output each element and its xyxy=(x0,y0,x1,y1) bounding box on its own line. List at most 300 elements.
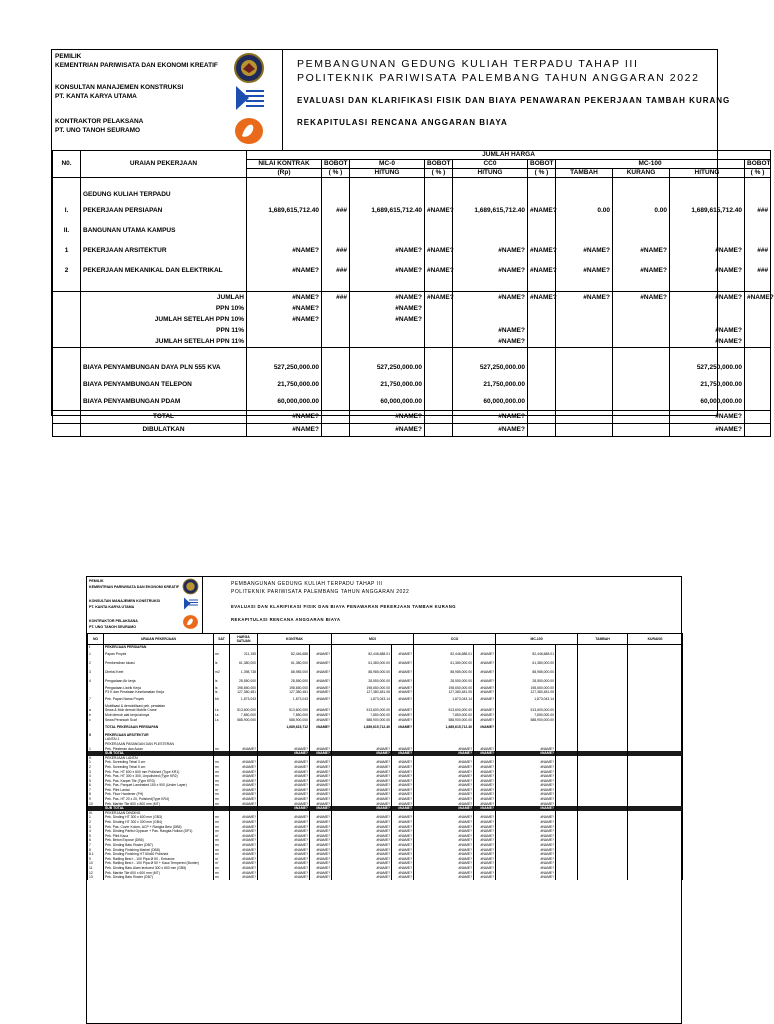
row-description: BIAYA PENYAMBUNGAN TELEPON xyxy=(81,376,247,393)
detail-mc0-value: #NAME? xyxy=(332,806,392,811)
row-description: PPN 11% xyxy=(81,325,247,336)
detail-row xyxy=(88,875,683,880)
row-value: #NAME? xyxy=(453,260,528,280)
detail-row-unit: m² xyxy=(214,820,230,825)
detail-mc0-value: #NAME? xyxy=(332,760,392,765)
detail-cco-bobot: #NAME? xyxy=(474,838,496,843)
detail-row-description: Pek. Railling Besi t - 100 Pipa Ø 50 - Entrance xyxy=(104,857,214,862)
detail-cco-bobot: #NAME? xyxy=(474,760,496,765)
detail-cco-bobot: #NAME? xyxy=(474,802,496,807)
detail-row-description: Pek. Plesteran dan Acian xyxy=(104,747,214,752)
detail-mc0-bobot: #NAME? xyxy=(392,650,414,659)
detail-row-number: III. xyxy=(88,811,104,816)
detail-mc100-value: 513,600,000.00 xyxy=(496,708,556,713)
detail-cco-bobot: #NAME? xyxy=(474,861,496,866)
detail-kontrak-value: #NAME? xyxy=(258,792,310,797)
detail-kontrak-bobot: #NAME? xyxy=(310,765,332,770)
detail-kontrak-bobot: #NAME? xyxy=(310,829,332,834)
detail-col-no: NO xyxy=(88,634,104,645)
detail-row-description: PEKERJAAN LANTAI xyxy=(104,756,214,761)
row-value xyxy=(453,189,528,200)
detail-cco-bobot: #NAME? xyxy=(474,747,496,752)
detail-kontrak-bobot: #NAME? xyxy=(310,695,332,704)
col-rp: (Rp) xyxy=(247,169,322,178)
detail-kontrak-value: 88,985,000 xyxy=(258,668,310,677)
detail-row-unit-price: #NAME? xyxy=(230,838,258,843)
detail-consultant-name: PT. KANTA KARYA UTAMA xyxy=(89,605,135,609)
detail-mc0-value: #NAME? xyxy=(332,875,392,880)
detail-row-description: Pek. Screeding Tebal 3 cm xyxy=(104,760,214,765)
row-value: 1,689,615,712.40 xyxy=(670,200,745,220)
detail-kontrak-bobot: #NAME? xyxy=(310,852,332,857)
row-value xyxy=(322,336,350,348)
detail-kontrak-value: #NAME? xyxy=(258,861,310,866)
detail-row-number: 1 xyxy=(88,650,104,659)
detail-cco-value: 7,850,000.00 xyxy=(414,713,474,718)
detail-kurang-value xyxy=(628,875,683,880)
row-value xyxy=(745,336,771,348)
detail-kontrak-value: 28,550,000 xyxy=(258,677,310,686)
detail-kontrak-value: 7,850,000 xyxy=(258,713,310,718)
detail-kontrak-bobot: #NAME? xyxy=(310,857,332,862)
detail-kontrak-bobot: #NAME? xyxy=(310,820,332,825)
detail-kontrak-bobot: #NAME? xyxy=(310,825,332,830)
detail-cco-bobot: #NAME? xyxy=(474,686,496,691)
detail-row-number: 7 xyxy=(88,788,104,793)
detail-mc100-value: #NAME? xyxy=(496,788,556,793)
detail-row-unit: m² xyxy=(214,843,230,848)
detail-mc100-value: #NAME? xyxy=(496,806,556,811)
row-value xyxy=(322,314,350,325)
row-value: ### xyxy=(745,240,771,260)
row-value: 527,250,000.00 xyxy=(350,359,425,376)
row-number xyxy=(53,325,81,336)
contractor-label: KONTRAKTOR PELAKSANA xyxy=(55,118,144,125)
detail-kontrak-bobot: #NAME? xyxy=(310,843,332,848)
detail-mc0-value: #NAME? xyxy=(332,783,392,788)
col-nilai-kontrak: NILAI KONTRAK xyxy=(247,160,322,169)
detail-parties-block xyxy=(87,577,203,633)
row-description: TOTAL xyxy=(81,410,247,423)
project-subtitle: POLITEKNIK PARIWISATA PALEMBANG TAHUN ANGGARAN 2022 xyxy=(297,72,700,84)
detail-cco-bobot: #NAME? xyxy=(474,857,496,862)
detail-kontrak-value: 61,380,000 xyxy=(258,659,310,668)
row-number xyxy=(53,303,81,314)
detail-kontrak-bobot: #NAME? xyxy=(310,770,332,775)
row-value xyxy=(322,423,350,436)
row-value xyxy=(425,303,453,314)
detail-kontrak-bobot: #NAME? xyxy=(310,686,332,691)
detail-mc0-value: 127,380,481.05 xyxy=(332,690,392,695)
detail-kontrak-value: #NAME? xyxy=(258,848,310,853)
detail-tambah-value xyxy=(578,650,628,659)
row-value xyxy=(556,336,613,348)
detail-mc0-value: #NAME? xyxy=(332,797,392,802)
detail-mc100-value: #NAME? xyxy=(496,866,556,871)
detail-col-kontrak: KONTRAK xyxy=(258,634,332,645)
detail-mc100-bobot xyxy=(556,650,578,659)
detail-kontrak-value: #NAME? xyxy=(258,783,310,788)
detail-cco-value: #NAME? xyxy=(414,788,474,793)
detail-mc0-bobot: #NAME? xyxy=(392,677,414,686)
row-description: BANGUNAN UTAMA KAMPUS xyxy=(81,220,247,240)
detail-row-description: Pek. Floor Hardener (FH) xyxy=(104,792,214,797)
detail-row-unit-price: 7,850,000 xyxy=(230,713,258,718)
row-description: BIAYA PENYAMBUNGAN DAYA PLN 555 KVA xyxy=(81,359,247,376)
detail-row-unit-price: #NAME? xyxy=(230,829,258,834)
row-value: 21,750,000.00 xyxy=(350,376,425,393)
recap-row xyxy=(53,240,771,260)
detail-kontrak-value: #NAME? xyxy=(258,825,310,830)
row-value xyxy=(745,189,771,200)
detail-mc0-bobot: #NAME? xyxy=(392,806,414,811)
recap-row xyxy=(53,220,771,240)
detail-row-number: 8 xyxy=(88,848,104,853)
row-value xyxy=(613,314,670,325)
detail-mc100-value: 88,985,000.00 xyxy=(496,668,556,677)
detail-row-unit: m' xyxy=(214,834,230,839)
detail-cco-bobot: #NAME? xyxy=(474,852,496,857)
detail-mc100-value: #NAME? xyxy=(496,765,556,770)
detail-row-unit-price: #NAME? xyxy=(230,875,258,880)
detail-mc100-value: #NAME? xyxy=(496,825,556,830)
row-value: 0.00 xyxy=(556,200,613,220)
detail-kontrak-value: #NAME? xyxy=(258,770,310,775)
detail-mc100-value: 28,550,000.00 xyxy=(496,677,556,686)
row-value xyxy=(613,325,670,336)
detail-col-tambah: TAMBAH xyxy=(578,634,628,645)
detail-mc0-bobot: #NAME? xyxy=(392,725,414,730)
detail-row-description: Pek. Pas. HT 600 x 600 mm Polished (Type KR1) xyxy=(104,770,214,775)
row-value: 21,750,000.00 xyxy=(247,376,322,393)
recap-title: REKAPITULASI RENCANA ANGGARAN BIAYA xyxy=(297,118,508,127)
row-value: #NAME? xyxy=(453,325,528,336)
row-value xyxy=(528,423,556,436)
detail-row-unit: m² xyxy=(214,875,230,880)
row-value: #NAME? xyxy=(670,410,745,423)
detail-row-number: 10 xyxy=(88,802,104,807)
row-number xyxy=(53,376,81,393)
col-bobot: BOBOT xyxy=(528,160,556,169)
row-value xyxy=(528,189,556,200)
row-value: 60,000,000.00 xyxy=(247,393,322,410)
detail-mc0-bobot: #NAME? xyxy=(392,866,414,871)
row-value xyxy=(556,393,613,410)
row-description: GEDUNG KULIAH TERPADU xyxy=(81,189,247,200)
detail-mc0-bobot: #NAME? xyxy=(392,802,414,807)
detail-row-description: P3 K dan Peralatan Keselamatan Kerja xyxy=(104,690,214,695)
detail-row-number: 1 xyxy=(88,760,104,765)
row-number xyxy=(53,393,81,410)
detail-mc100-value: 198,650,000.00 xyxy=(496,686,556,691)
detail-row-description: Pek. Beton Expose (DB6) xyxy=(104,838,214,843)
detail-row-description: Pek. Dinding Partisi Gypsum + Pas. Rangka Hollow (DP1) xyxy=(104,829,214,834)
row-value: #NAME? xyxy=(425,240,453,260)
detail-row-number: a xyxy=(88,708,104,713)
row-value xyxy=(322,220,350,240)
detail-tambah-value xyxy=(578,875,628,880)
detail-row-description: PEKERJAAN PERSIAPAN xyxy=(104,645,214,650)
detail-mc0-value: 1,689,615,712.40 xyxy=(332,725,392,730)
row-value: #NAME? xyxy=(528,240,556,260)
detail-mc0-bobot: #NAME? xyxy=(392,825,414,830)
row-value: #NAME? xyxy=(350,423,425,436)
detail-cco-bobot: #NAME? xyxy=(474,871,496,876)
detail-mc0-value: #NAME? xyxy=(332,765,392,770)
row-value: #NAME? xyxy=(670,336,745,348)
row-value: ### xyxy=(322,292,350,304)
detail-mc0-bobot: #NAME? xyxy=(392,792,414,797)
detail-row-unit: ls xyxy=(214,677,230,686)
detail-row-description: Pek. Marble Tile 600 x 600 mm (MT) xyxy=(104,871,214,876)
detail-mc0-value: #NAME? xyxy=(332,829,392,834)
detail-kontrak-value: #NAME? xyxy=(258,797,310,802)
detail-kontrak-bobot: #NAME? xyxy=(310,760,332,765)
recap-row xyxy=(53,423,771,436)
col-cco: CC0 xyxy=(453,160,528,169)
detail-row-number: 4 xyxy=(88,677,104,686)
detail-mc0-bobot: #NAME? xyxy=(392,843,414,848)
detail-cco-value: #NAME? xyxy=(414,802,474,807)
row-number: 2 xyxy=(53,260,81,280)
detail-mc0-bobot: #NAME? xyxy=(392,668,414,677)
detail-cco-value: 1,689,615,712.40 xyxy=(414,725,474,730)
row-value xyxy=(453,314,528,325)
detail-kontrak-bobot: #NAME? xyxy=(310,747,332,752)
row-value: #NAME? xyxy=(556,260,613,280)
row-value xyxy=(613,393,670,410)
detail-mc0-value: 7,850,000.00 xyxy=(332,713,392,718)
row-value xyxy=(745,393,771,410)
detail-mc0-value: #NAME? xyxy=(332,861,392,866)
detail-mc100-bobot xyxy=(556,668,578,677)
detail-kontrak-value: #NAME? xyxy=(258,834,310,839)
detail-row-unit-price: #NAME? xyxy=(230,825,258,830)
detail-row-description: TOTAL PEKERJAAN PERSIAPAN xyxy=(104,725,214,730)
col-tambah: TAMBAH xyxy=(556,169,613,178)
row-value xyxy=(247,220,322,240)
detail-col-cco: CCO xyxy=(414,634,496,645)
detail-kontrak-bobot: #NAME? xyxy=(310,725,332,730)
row-number xyxy=(53,423,81,436)
detail-kontrak-value: #NAME? xyxy=(258,815,310,820)
row-value: #NAME? xyxy=(453,336,528,348)
detail-cco-value: #NAME? xyxy=(414,815,474,820)
detail-tambah-value xyxy=(578,677,628,686)
detail-col-kurang: KURANG xyxy=(628,634,683,645)
detail-row-description: Pembersihan lokasi xyxy=(104,659,214,668)
row-value: #NAME? xyxy=(247,240,322,260)
detail-cco-value: #NAME? xyxy=(414,861,474,866)
detail-kontrak-bobot: #NAME? xyxy=(310,834,332,839)
detail-mc0-bobot: #NAME? xyxy=(392,838,414,843)
detail-cco-bobot: #NAME? xyxy=(474,806,496,811)
detail-row-unit: m² xyxy=(214,779,230,784)
consultant-name: PT. KANTA KARYA UTAMA xyxy=(55,93,137,100)
row-value xyxy=(613,336,670,348)
detail-kontrak-value: 82,446,688 xyxy=(258,650,310,659)
detail-title-block xyxy=(202,577,682,633)
detail-row-number: 9 xyxy=(88,857,104,862)
detail-cco-value: 88,985,000.00 xyxy=(414,668,474,677)
row-value: 21,750,000.00 xyxy=(670,376,745,393)
row-value xyxy=(670,189,745,200)
title-block xyxy=(282,50,731,150)
row-value: ### xyxy=(745,260,771,280)
detail-row-unit: Ls xyxy=(214,708,230,713)
detail-mc100-value: #NAME? xyxy=(496,834,556,839)
recap-row xyxy=(53,359,771,376)
detail-kontrak-bobot: #NAME? xyxy=(310,866,332,871)
detail-row-unit: m² xyxy=(214,783,230,788)
detail-row-description: Pek. Railling Besi t - 100 Pipa Ø 50 + Kaca Tempered (Border) xyxy=(104,861,214,866)
detail-row-unit: m² xyxy=(214,825,230,830)
row-value xyxy=(556,376,613,393)
detail-cco-bobot: #NAME? xyxy=(474,677,496,686)
detail-table xyxy=(87,633,683,880)
row-description: PEKERJAAN PERSIAPAN xyxy=(81,200,247,220)
detail-cco-bobot: #NAME? xyxy=(474,843,496,848)
detail-row-unit-price: #NAME? xyxy=(230,861,258,866)
detail-mc0-value: 1,873,043.14 xyxy=(332,695,392,704)
detail-kontrak-value: #NAME? xyxy=(258,829,310,834)
detail-mc100-value: 7,850,000.00 xyxy=(496,713,556,718)
detail-mc0-value: #NAME? xyxy=(332,866,392,871)
col-mc0: MC-0 xyxy=(350,160,425,169)
row-value xyxy=(425,314,453,325)
detail-kontrak-bobot: #NAME? xyxy=(310,788,332,793)
detail-row-unit: ls xyxy=(214,659,230,668)
detail-mc100-value: #NAME? xyxy=(496,875,556,880)
detail-row-unit: m² xyxy=(214,760,230,765)
detail-row-unit-price: #NAME? xyxy=(230,866,258,871)
row-value xyxy=(528,359,556,376)
detail-mc0-bobot: #NAME? xyxy=(392,783,414,788)
detail-row-description: Pek. Dinding HT 300 x 600 mm (GB3) xyxy=(104,815,214,820)
detail-row-description: Direksi Keet xyxy=(104,668,214,677)
row-value xyxy=(322,376,350,393)
recap-row xyxy=(53,336,771,348)
row-value xyxy=(350,325,425,336)
detail-col-mc100: MC-100 xyxy=(496,634,578,645)
detail-kontrak-bobot: #NAME? xyxy=(310,774,332,779)
row-value xyxy=(745,410,771,423)
row-description: DIBULATKAN xyxy=(81,423,247,436)
row-value xyxy=(745,423,771,436)
row-value: #NAME? xyxy=(350,260,425,280)
owner-name: KEMENTRIAN PARIWISATA DAN EKONOMI KREATIF xyxy=(55,62,218,69)
detail-row-unit: m² xyxy=(214,774,230,779)
row-value xyxy=(350,336,425,348)
row-value: #NAME? xyxy=(247,423,322,436)
col-hitung: HITUNG xyxy=(350,169,425,178)
detail-cco-value: #NAME? xyxy=(414,760,474,765)
row-value: 60,000,000.00 xyxy=(670,393,745,410)
detail-row-unit-price: #NAME? xyxy=(230,871,258,876)
detail-row-unit: m' xyxy=(214,861,230,866)
row-description: JUMLAH xyxy=(81,292,247,304)
detail-kontrak-bobot: #NAME? xyxy=(310,861,332,866)
row-value xyxy=(528,325,556,336)
detail-col-uraian: URAIAN PEKERJAAN xyxy=(104,634,214,645)
detail-row-number: I xyxy=(88,645,104,650)
detail-mc0-bobot: #NAME? xyxy=(392,875,414,880)
row-value xyxy=(528,314,556,325)
detail-row-description: Pek. Pas. Cover Kolom, ACP + Rangka Besi (DB5) xyxy=(104,825,214,830)
detail-kontrak-value: #NAME? xyxy=(258,875,310,880)
recap-row xyxy=(53,410,771,423)
detail-kontrak-bobot: #NAME? xyxy=(310,718,332,723)
detail-kontrak-bobot: #NAME? xyxy=(310,783,332,788)
row-value xyxy=(613,410,670,423)
detail-project-subtitle: POLITEKNIK PARIWISATA PALEMBANG TAHUN ANGGARAN 2022 xyxy=(231,589,410,595)
detail-kontrak-value: #NAME? xyxy=(258,751,310,756)
row-value: #NAME? xyxy=(670,240,745,260)
row-value xyxy=(613,376,670,393)
recap-row xyxy=(53,189,771,200)
detail-kurang-value xyxy=(628,677,683,686)
row-value: #NAME? xyxy=(247,260,322,280)
detail-sheet xyxy=(86,576,682,1024)
detail-row-unit: m² xyxy=(214,829,230,834)
row-value xyxy=(613,423,670,436)
detail-row-description: PEKERJAAN PASANGAN DAN PLESTERAN xyxy=(104,742,214,747)
detail-row-unit: m² xyxy=(214,765,230,770)
detail-cco-bobot: #NAME? xyxy=(474,725,496,730)
detail-row-number: 1 xyxy=(88,747,104,752)
row-value: #NAME? xyxy=(350,303,425,314)
detail-mc100-value: #NAME? xyxy=(496,774,556,779)
detail-mc0-bobot: #NAME? xyxy=(392,718,414,723)
detail-mc0-bobot: #NAME? xyxy=(392,659,414,668)
detail-mc0-value: #NAME? xyxy=(332,792,392,797)
recap-row xyxy=(53,393,771,410)
detail-row-description: Pek. Dinding Finishing Marbel (DB8) xyxy=(104,848,214,853)
detail-row-description: Pek. Pas. HT 20 x 20, Polished(Type KR4) xyxy=(104,797,214,802)
detail-kontrak-value: #NAME? xyxy=(258,806,310,811)
detail-row-number: 3 xyxy=(88,668,104,677)
detail-row-unit: m² xyxy=(214,747,230,752)
detail-owner-label: PEMILIK xyxy=(89,579,104,583)
row-number xyxy=(53,189,81,200)
detail-kontrak-bobot: #NAME? xyxy=(310,677,332,686)
detail-row-number: 2 xyxy=(88,820,104,825)
row-value: #NAME? xyxy=(745,292,771,304)
detail-mc0-bobot: #NAME? xyxy=(392,829,414,834)
detail-mc0-value: #NAME? xyxy=(332,871,392,876)
detail-mc0-value: 82,446,688.01 xyxy=(332,650,392,659)
detail-cco-value: #NAME? xyxy=(414,871,474,876)
col-uraian: URAIAN PEKERJAAN xyxy=(81,151,247,178)
row-value: 0.00 xyxy=(613,200,670,220)
row-value: #NAME? xyxy=(453,240,528,260)
detail-mc0-value: #NAME? xyxy=(332,751,392,756)
detail-mc100-value: #NAME? xyxy=(496,820,556,825)
detail-mc100-value: #NAME? xyxy=(496,829,556,834)
detail-row-number: c xyxy=(88,718,104,723)
row-value xyxy=(528,336,556,348)
row-value: #NAME? xyxy=(670,260,745,280)
row-value: ### xyxy=(745,200,771,220)
detail-row-unit-price: #NAME? xyxy=(230,843,258,848)
detail-body xyxy=(88,645,683,880)
recap-row xyxy=(53,303,771,314)
detail-row-number: 4 xyxy=(88,829,104,834)
detail-evaluation-title: EVALUASI DAN KLARIFIKASI FISIK DAN BIAYA PENAWARAN PEKERJAAN TAMBAH KURANG xyxy=(231,604,457,609)
row-description: PEKERJAAN ARSITEKTUR xyxy=(81,240,247,260)
detail-kontrak-bobot: #NAME? xyxy=(310,792,332,797)
row-value: #NAME? xyxy=(613,240,670,260)
